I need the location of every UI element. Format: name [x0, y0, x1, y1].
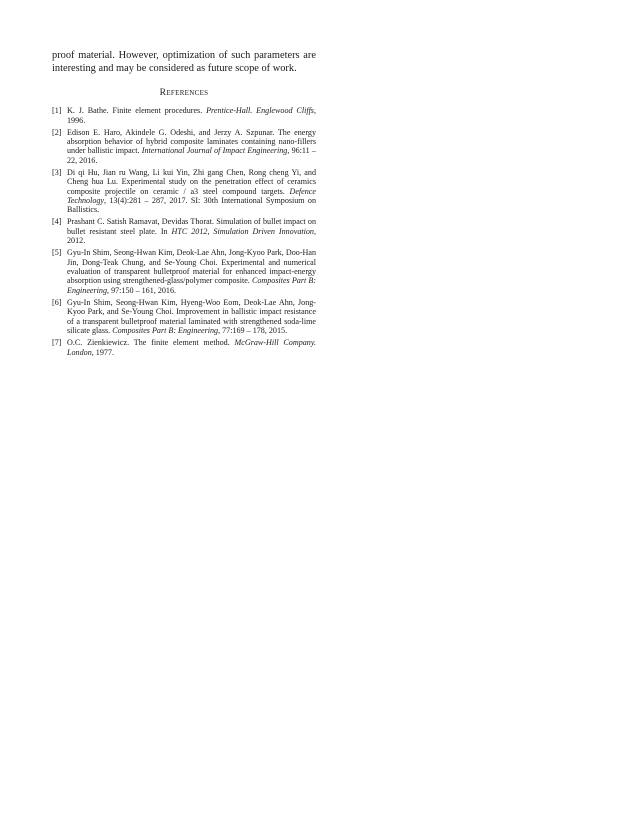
reference-item: [52, 128, 316, 166]
reference-number: [7]: [52, 338, 62, 348]
reference-number: [1]: [52, 106, 62, 116]
reference-venue: International Journal of Impact Engineering: [141, 146, 288, 156]
reference-number: [5]: [52, 248, 62, 258]
reference-text: Di qi Hu, Jian ru Wang, Li kui Yin, Zhi gang Chen, Rong cheng Yi, and Cheng hua Lu. Experimental study on the penetration effect of ceramics composite projectile on ceramic / a3 steel compound targets.: [67, 167, 316, 196]
reference-item: [52, 338, 316, 357]
reference-item: [52, 248, 316, 295]
reference-number: [4]: [52, 217, 62, 227]
references-heading: References: [159, 87, 209, 99]
reference-details: , 1996.: [67, 106, 316, 125]
reference-text: K. J. Bathe. Finite element procedures.: [67, 106, 207, 116]
reference-number: [3]: [52, 167, 62, 177]
reference-item: [52, 217, 316, 245]
reference-item: [52, 168, 316, 215]
reference-text: Edison E. Haro, Akindele G. Odeshi, and Jerzy A. Szpunar. The energy absorption behavior of hybrid composite laminates containing nano-fillers under ballistic impact.: [67, 127, 316, 156]
text-column: [52, 50, 316, 360]
reference-item: [52, 298, 316, 336]
reference-number: [6]: [52, 297, 62, 307]
reference-details: , 1977.: [91, 347, 115, 357]
conclusion-paragraph: proof material. However, optimization of such parameters are interesting and may be considered as future scope of work.: [52, 50, 316, 74]
reference-number: [2]: [52, 127, 62, 137]
reference-venue: Prentice-Hall. Englewood Cliffs: [206, 106, 314, 116]
reference-text: O.C. Zienkiewicz. The finite element method.: [67, 338, 235, 348]
reference-list: [52, 106, 316, 357]
reference-text: Gyu-In Shim, Seong-Hwan Kim, Deok-Lae Ahn, Jong-Kyoo Park, Doo-Han Jin, Dong-Teak Chung, and Se-Young Choi. Experimental and numerical evaluation of transparent bulletproof material for enhanced impact-energy absorption using strengthened-glass/polymer composite.: [67, 248, 316, 286]
reference-item: [52, 106, 316, 125]
reference-details: , 13(4):281 – 287, 2017. SI: 30th International Symposium on Ballistics.: [67, 196, 316, 215]
reference-details: , 2012.: [67, 226, 316, 246]
reference-text: Gyu-In Shim, Seong-Hwan Kim, Hyeng-Woo Eom, Deok-Lae Ahn, Jong-Kyoo Park, and Se-Young Choi. Improvement in ballistic impact resistance of a transparent bulletproof material laminated with strengthened soda-lime silicate glass.: [67, 297, 316, 336]
reference-text: Prashant C. Satish Ramavat, Devidas Thorat. Simulation of bullet impact on bullet resistant steel plate. In: [67, 217, 316, 236]
reference-details: , 77:169 – 178, 2015.: [218, 326, 288, 336]
reference-venue: McGraw-Hill Company. London: [67, 338, 317, 357]
reference-details: , 96:11 – 22, 2016.: [67, 146, 316, 165]
reference-details: , 97:150 – 161, 2016.: [107, 285, 177, 295]
reference-venue: Composites Part B: Engineering: [67, 276, 316, 295]
reference-venue: HTC 2012, Simulation Driven Innovation: [171, 226, 314, 236]
reference-venue: Defence Technology: [67, 186, 316, 206]
reference-venue: Composites Part B: Engineering: [112, 326, 219, 336]
